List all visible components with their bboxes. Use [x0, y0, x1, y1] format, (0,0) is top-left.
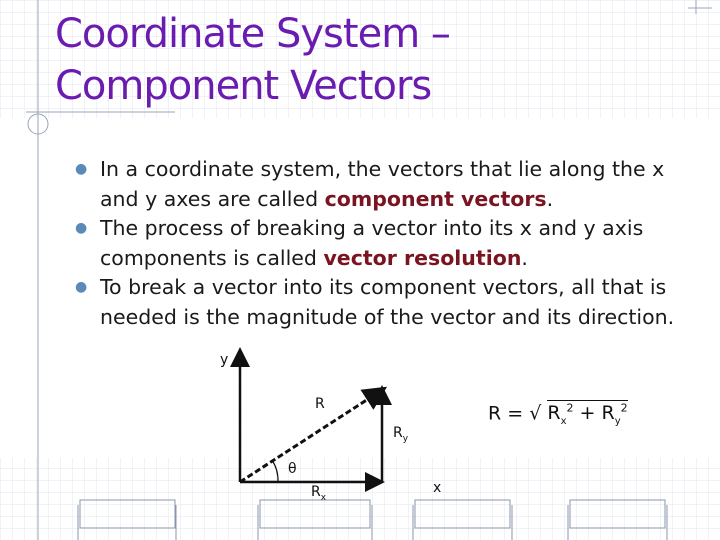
bullet-text-end: .: [521, 245, 528, 270]
title-line-1: Coordinate System –: [55, 11, 450, 57]
bullet-dot-icon: ●: [75, 220, 88, 236]
bullet-text: In a coordinate system, the vectors that lie along the x and y axes are called: [100, 157, 665, 211]
bullet-text: To break a vector into its component vectors, all that is needed is the magnitude of the vector and its direction.: [100, 275, 675, 329]
angle-label: θ: [288, 461, 297, 477]
angle-arc: [272, 460, 278, 482]
resultant-vector: [240, 390, 382, 482]
title-line-2: Component Vectors: [55, 63, 432, 109]
bullet-dot-icon: ●: [75, 161, 88, 177]
rx-label: $R_x$: [311, 484, 327, 503]
bullet-text: The process of breaking a vector into its x and y axis components is called: [100, 216, 644, 270]
bullet-text-end: .: [546, 186, 554, 211]
highlight-term: vector resolution: [323, 245, 522, 270]
ry-label: $R_y$: [393, 425, 409, 444]
resultant-label: R: [315, 396, 325, 412]
highlight-term: component vectors: [324, 186, 547, 211]
magnitude-formula: [488, 402, 628, 427]
x-axis-label: x: [433, 480, 442, 496]
y-axis-label: y: [220, 352, 229, 368]
formula-radicand: $R_x^2 + R_y^2$: [547, 402, 628, 428]
formula-lhs: R = √: [488, 402, 548, 425]
bullet-dot-icon: ●: [75, 279, 88, 295]
